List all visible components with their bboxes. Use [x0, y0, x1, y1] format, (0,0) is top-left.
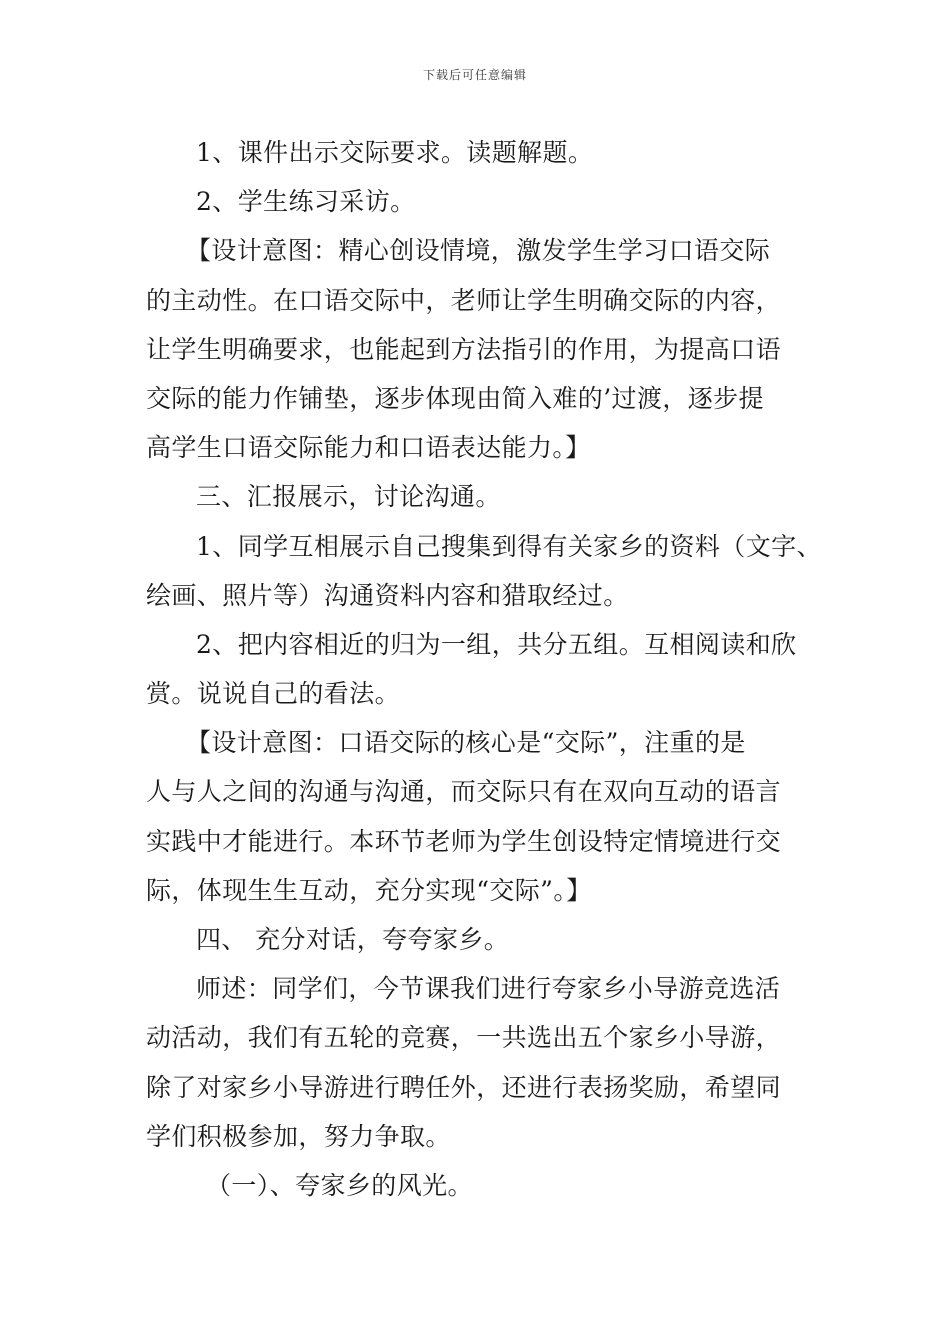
paragraph-line: 2、把内容相近的归为一组，共分五组。互相阅读和欣	[196, 629, 797, 659]
paragraph-line: 让学生明确要求，也能起到方法指引的作用，为提高口语	[146, 334, 782, 364]
paragraph-line: 1、课件出示交际要求。读题解题。	[196, 138, 594, 167]
page-header: 下载后可任意编辑	[422, 68, 527, 82]
document-body	[146, 128, 822, 1210]
section-heading: 四、 充分对话，夸夸家乡。	[196, 925, 510, 954]
paragraph-line: 【设计意图：精心创设情境，激发学生学习口语交际	[186, 236, 771, 266]
paragraph-line: 人与人之间的沟通与沟通，而交际只有在双向互动的语言	[146, 777, 782, 807]
paragraph-line: 实践中才能进行。本环节老师为学生创设特定情境进行交	[146, 826, 782, 856]
subsection-heading: （一）、夸家乡的风光。	[206, 1170, 473, 1200]
paragraph-line: 1、同学互相展示自己搜集到得有关家乡的资料（文字、	[196, 531, 822, 561]
paragraph-line: 师述：同学们，今节课我们进行夸家乡小导游竞选活	[196, 974, 781, 1004]
paragraph-line: 赏。说说自己的看法。	[146, 679, 401, 709]
paragraph-line: 2、学生练习采访。	[196, 187, 416, 217]
paragraph-line: 【设计意图：口语交际的核心是“交际”，注重的是	[186, 728, 746, 758]
paragraph-line: 除了对家乡小导游进行聘任外，还进行表扬奖励，希望同	[146, 1072, 782, 1102]
paragraph-line: 动活动，我们有五轮的竞赛，一共选出五个家乡小导游，	[146, 1023, 782, 1053]
paragraph-line: 交际的能力作铺垫，逐步体现由简入难的’过渡，逐步提	[146, 383, 764, 413]
paragraph-line: 的主动性。在口语交际中，老师让学生明确交际的内容，	[146, 285, 782, 315]
paragraph-line: 际，体现生生互动，充分实现“交际”。】	[146, 875, 592, 905]
section-heading: 三、汇报展示，讨论沟通。	[196, 482, 501, 512]
paragraph-line: 高学生口语交际能力和口语表达能力。】	[146, 433, 591, 463]
paragraph-line: 绘画、照片等）沟通资料内容和猎取经过。	[146, 580, 629, 610]
paragraph-line: 学们积极参加，努力争取。	[146, 1121, 451, 1151]
